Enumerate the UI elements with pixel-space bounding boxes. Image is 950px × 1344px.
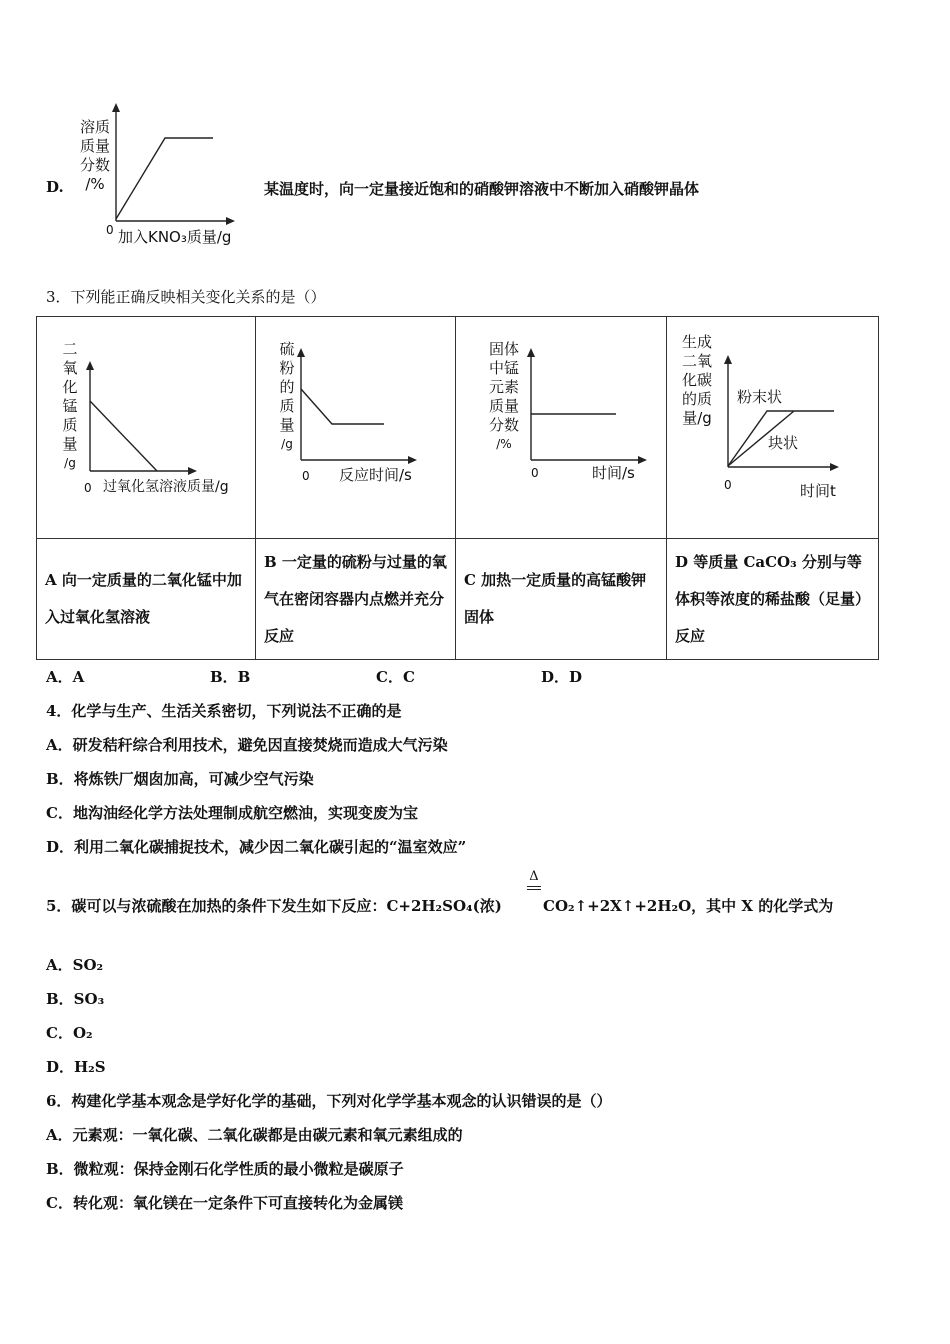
chart-a-ylabel-char: 锰 xyxy=(62,397,78,415)
q2d-description: 某温度时，向一定量接近饱和的硝酸钾溶液中不断加入硝酸钾晶体 xyxy=(264,180,700,198)
chart-c-ylabel-line: 分数 xyxy=(488,416,519,434)
chart-c-ylabel-line: /% xyxy=(496,437,512,451)
q2d-ylabel-line: 质量 xyxy=(79,137,110,155)
q5-stem-part1: 5．碳可以与浓硫酸在加热的条件下发生如下反应：C+2H₂SO₄(浓) xyxy=(46,897,502,915)
chart-c-x-arrow xyxy=(638,456,647,464)
q5-heat-condition xyxy=(527,870,541,890)
chart-d-ylabel-line: 二氧 xyxy=(681,352,712,370)
q3-option-d[interactable]: D．D xyxy=(541,668,583,686)
chart-d-x-arrow xyxy=(830,463,839,471)
condition-bar xyxy=(527,889,541,890)
chart-b-x-arrow xyxy=(408,456,417,464)
chart-d-ylabel-line: 生成 xyxy=(681,333,712,351)
q4-option-d[interactable]: D．利用二氧化碳捕捉技术，减少因二氧化碳引起的“温室效应” xyxy=(46,838,467,856)
q2d-origin: 0 xyxy=(106,223,114,237)
chart-b-ylabel-char: /g xyxy=(281,437,293,451)
chart-d-ylabel-line: 的质 xyxy=(681,390,712,408)
chart-a-x-arrow xyxy=(188,467,197,475)
caption-b: B 一定量的硫粉与过量的氧气在密闭容器内点燃并充分反应 xyxy=(256,539,456,660)
q4-option-a[interactable]: A．研发秸秆综合利用技术，避免因直接焚烧而造成大气污染 xyxy=(46,736,448,754)
q3-option-c[interactable]: C．C xyxy=(376,668,415,686)
q2d-ylabel-line: 溶质 xyxy=(79,118,110,136)
chart-c-y-arrow xyxy=(527,348,535,357)
caption-c: C 加热一定质量的高锰酸钾固体 xyxy=(456,539,667,660)
chart-d-y-label xyxy=(679,333,715,428)
chart-a-origin: 0 xyxy=(84,481,92,495)
q5-stem-part2: CO₂↑+2X↑+2H₂O，其中 X 的化学式为 xyxy=(543,897,834,915)
chart-a-x-label: 过氧化氢溶液质量/g xyxy=(103,479,229,495)
q6-stem: 6．构建化学基本观念是学好化学的基础，下列对化学学基本观念的认识错误的是（） xyxy=(46,1092,612,1110)
chart-a-ylabel-char: 氧 xyxy=(62,359,78,377)
chart-d-origin: 0 xyxy=(724,478,732,492)
chart-a-ylabel-char: 量 xyxy=(62,435,78,453)
chart-b-ylabel-char: 粉 xyxy=(279,359,295,377)
chart-b-origin: 0 xyxy=(302,469,310,483)
q5-option-c[interactable]: C．O₂ xyxy=(46,1024,93,1042)
chart-b-ylabel-char: 质 xyxy=(279,397,295,415)
chart-b-x-label: 反应时间/s xyxy=(339,466,412,484)
chart-c-ylabel-line: 质量 xyxy=(488,397,519,415)
chart-b-ylabel-char: 的 xyxy=(279,378,295,396)
chart-d-ylabel-line: 化碳 xyxy=(681,371,712,389)
chart-c-origin: 0 xyxy=(531,466,539,480)
q4-stem: 4．化学与生产、生活关系密切，下列说法不正确的是 xyxy=(46,702,402,720)
q6-option-b[interactable]: B．微粒观：保持金刚石化学性质的最小微粒是碳原子 xyxy=(46,1160,404,1178)
q5-option-a[interactable]: A．SO₂ xyxy=(46,956,104,974)
q3-option-b[interactable]: B．B xyxy=(210,668,251,686)
caption-d: D 等质量 CaCO₃ 分别与等体积等浓度的稀盐酸（足量）反应 xyxy=(667,539,879,660)
chart-c-ylabel-line: 固体 xyxy=(488,340,519,358)
chart-b-ylabel-char: 硫 xyxy=(279,340,295,358)
chart-a-ylabel-char: 质 xyxy=(62,416,78,434)
chart-a-curve xyxy=(90,401,157,471)
q4-option-c[interactable]: C．地沟油经化学方法处理制成航空燃油，实现变废为宝 xyxy=(46,804,418,822)
chart-d-block-label: 块状 xyxy=(768,434,799,452)
q2d-x-axis-label: 加入KNO₃质量/g xyxy=(118,228,232,246)
chart-d-x-label: 时间t xyxy=(800,482,836,500)
q3-charts xyxy=(0,0,950,540)
chart-a-ylabel-char: /g xyxy=(64,456,76,470)
chart-a-y-arrow xyxy=(86,361,94,370)
chart-d-powder-label: 粉末状 xyxy=(737,388,783,406)
option-d-letter: D. xyxy=(46,178,64,196)
chart-a-ylabel-char: 化 xyxy=(62,378,78,396)
q3-stem: 3．下列能正确反映相关变化关系的是（） xyxy=(46,288,326,306)
chart-b-y-arrow xyxy=(297,348,305,357)
q2d-ylabel-line: 分数 xyxy=(79,156,110,174)
heat-symbol: Δ xyxy=(529,869,539,884)
chart-c-y-label xyxy=(486,340,522,454)
q5-option-b[interactable]: B．SO₃ xyxy=(46,990,105,1008)
chart-b-curve xyxy=(301,389,384,424)
chart-d-y-arrow xyxy=(724,355,732,364)
q6-option-c[interactable]: C．转化观：氧化镁在一定条件下可直接转化为金属镁 xyxy=(46,1194,403,1212)
chart-b-ylabel-char: 量 xyxy=(279,416,295,434)
chart-a-y-label xyxy=(61,340,79,473)
q2d-ylabel-line: /% xyxy=(85,175,105,193)
q3-option-a[interactable]: A．A xyxy=(46,668,85,686)
chart-c-ylabel-line: 元素 xyxy=(488,378,519,396)
chart-d-ylabel-line: 量/g xyxy=(682,409,712,427)
chart-c-x-label: 时间/s xyxy=(592,464,635,482)
caption-a: A 向一定质量的二氧化锰中加入过氧化氢溶液 xyxy=(37,539,256,660)
q4-option-b[interactable]: B．将炼铁厂烟囱加高，可减少空气污染 xyxy=(46,770,314,788)
q5-option-d[interactable]: D．H₂S xyxy=(46,1058,106,1076)
q6-option-a[interactable]: A．元素观：一氧化碳、二氧化碳都是由碳元素和氧元素组成的 xyxy=(46,1126,463,1144)
chart-b-y-label xyxy=(278,340,296,454)
condition-bar xyxy=(527,886,541,887)
chart-c-ylabel-line: 中锰 xyxy=(488,359,519,377)
chart-a-ylabel-char: 二 xyxy=(62,340,78,358)
